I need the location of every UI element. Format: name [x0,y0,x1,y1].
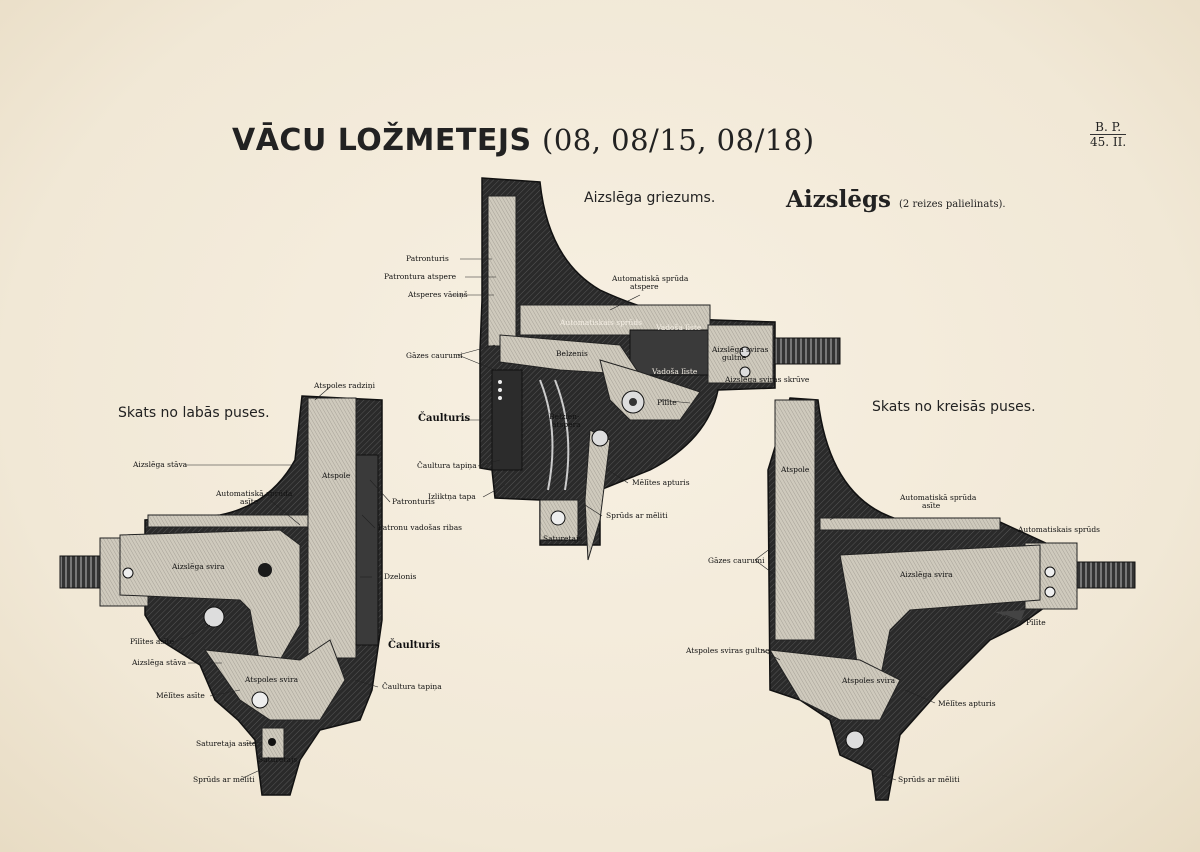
right-view-heading: Skats no labās puses. [118,405,270,421]
ref-bottom: 45. II. [1090,135,1127,149]
label-pilite-l: Pīlīte [1026,618,1046,627]
label-aizslega-stava-2: Aizslēga stāva [132,658,187,667]
label-izliktna-tapa: Izliktņa tapa [428,492,476,501]
label-auto-spruda-asite-1: Automatiskā sprūda [216,489,293,498]
label-saturetaja-asite: Saturetaja asīte [196,739,257,748]
label-aizslega-svira: Aizslēga svira [172,562,225,571]
label-spruds-ar-meliti-l: Sprūds ar mēliti [898,775,960,784]
title-models: (08, 08/15, 08/18) [542,123,815,157]
left-view-drawing [768,398,1135,800]
label-auto-spruda-atspere-1: Automatiskā sprūda [612,274,689,283]
label-gazes-caurumi: Gāzes caurumi [406,351,463,360]
label-aizslega-sviras-gultne-1: Aizslēga sviras [712,345,769,354]
label-saturetajs: Saturetajs [543,534,583,543]
label-caulturis: Čaulturis [418,413,471,424]
title-main: VĀCU LOŽMETEJS [232,123,532,158]
label-aizslega-svira-l: Aizslēga svira [900,570,953,579]
label-melites-asite: Mēlītes asīte [156,691,205,700]
ref-top: B. P. [1090,120,1126,135]
page-title [232,122,815,158]
label-atspoles-svira-l: Atspoles svira [842,676,896,685]
right-view-drawing [60,396,382,795]
label-gazes-caurumi-l: Gāzes caurumi [708,556,765,565]
label-dzelonis: Dzelonis [384,572,417,581]
label-atspole: Atspole [322,471,351,480]
label-spruds-ar-meliti: Sprūds ar mēliti [606,511,668,520]
label-belziena-atspera-2: atspera [552,420,581,429]
label-atspoles-radzini: Atspoles radziņi [314,381,375,390]
label-belzenis: Belzenis [556,349,588,358]
lock-heading [786,186,1006,213]
lock-title: Aizslēgs [786,186,891,213]
label-auto-spruda-asite-l1: Automatiskā sprūda [900,493,977,502]
label-saturetajs-r: Saturetajs [258,755,298,764]
label-automatiskais-spruds: Automatiskais sprūds [560,318,642,327]
cut-heading: Aizslēga griezums. [584,190,716,206]
label-atspoles-svira-r: Atspoles svira [245,675,299,684]
label-belziena-atspera-1: Belzien- [549,412,580,421]
label-automatiskais-spruds-l: Automatiskais sprūds [1018,525,1100,534]
label-caultura-tapina-r: Čaultura tapiņa [382,682,442,691]
label-atspole-l: Atspole [781,465,810,474]
label-auto-spruda-asite-l2: asīte [922,501,941,510]
label-patronu-vadosas-ribas: Patronu vadošas ribas [378,523,463,532]
label-aizslega-stava: Aizslēga stāva [133,460,188,469]
label-aizslega-sviras-gultne-2: gultne [722,353,747,362]
label-patrontura-atspere: Patrontura atspere [384,272,457,281]
label-spruds-ar-meliti-r: Sprūds ar mēliti [193,775,255,784]
label-atsperes-vacina: Atsperes vāciņš [408,290,468,299]
label-aizslega-sviras-skruve: Aizslēga sviras skrūve [725,375,810,384]
label-melites-apturis-l: Mēlītes apturis [938,699,996,708]
left-view-heading: Skats no kreisās puses. [872,399,1036,415]
label-caulturis-r: Čaulturis [388,640,441,651]
label-patronturis-r: Patronturis [392,497,435,506]
label-patronturis: Patronturis [406,254,449,263]
label-vadosa-liste-2: Vadoša līste [652,367,698,376]
reference-code [1090,120,1126,149]
label-vadosa-liste: Vadoša līste [656,323,702,332]
label-melites-apturis: Mēlītes apturis [632,478,690,487]
label-auto-spruda-atspere-2: atspere [630,282,659,291]
label-caultura-tapina: Čaultura tapiņa [417,461,477,470]
label-pilites-asite: Pīlītes asīte [130,637,175,646]
lock-note: (2 reizes palielinats). [899,199,1006,210]
label-pilite: Pīlīte [657,398,677,407]
label-auto-spruda-asite-2: asīte [240,497,259,506]
label-atspoles-sviras-gultne: Atspoles sviras gultne [686,646,770,655]
